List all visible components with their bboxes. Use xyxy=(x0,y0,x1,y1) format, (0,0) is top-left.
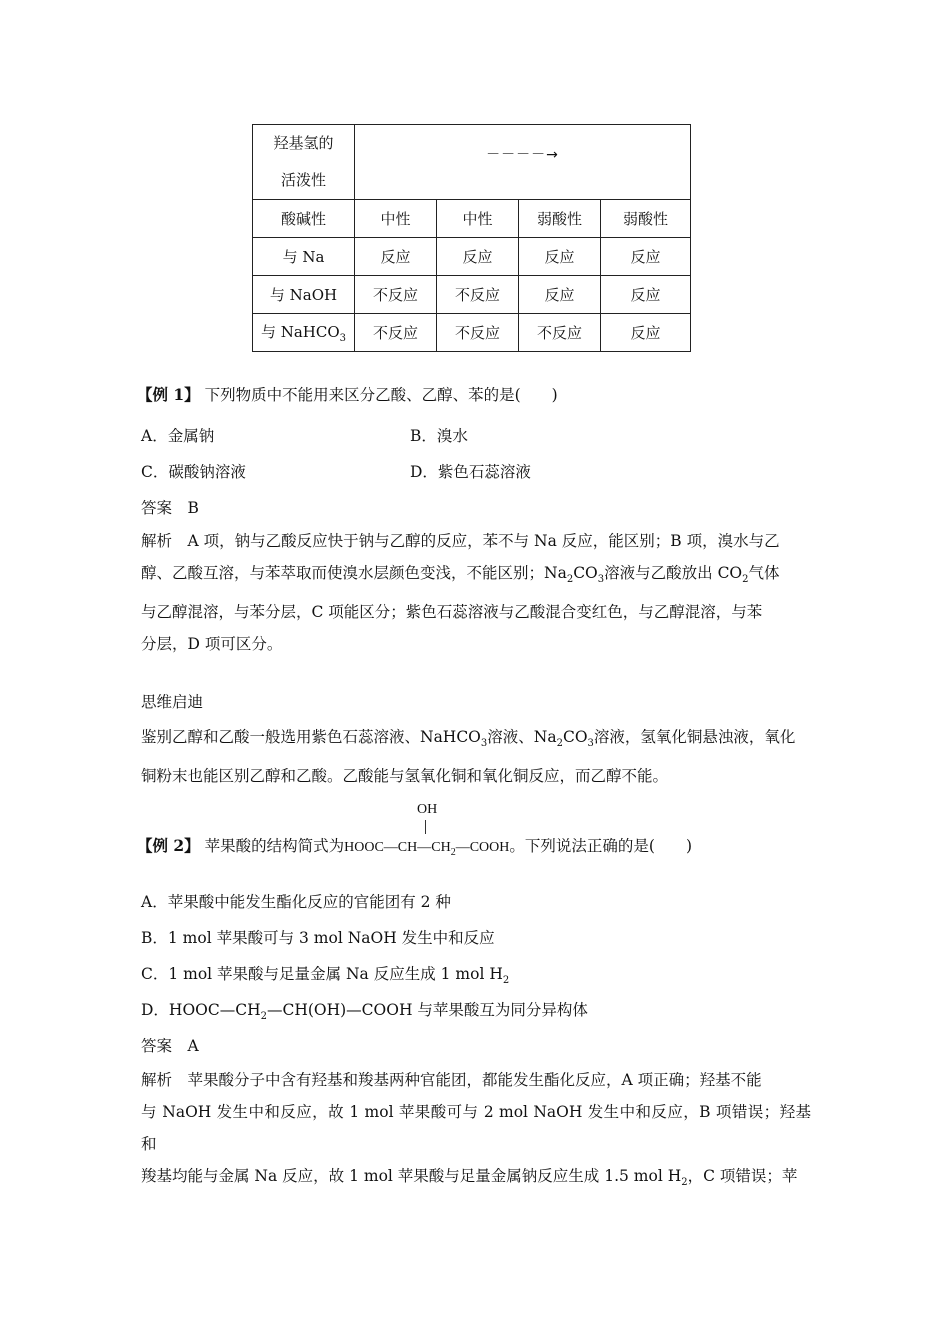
row-label-activity: 羟基氢的 活泼性 xyxy=(253,125,355,200)
option-b: B．溴水 xyxy=(410,427,468,445)
table-cell: 反应 xyxy=(519,238,601,276)
table-cell: 反应 xyxy=(519,276,601,314)
formula-bond xyxy=(425,820,426,834)
example-2-analysis: 解析 苹果酸分子中含有羟基和羧基两种官能团，都能发生酯化反应，A 项正确；羟基不能 与 NaOH 发生中和反应，故 1 mol 苹果酸可与 2 mol NaOH 发生中和反应，B 项错误；羟基和 羧基均能与金属 Na 反应，故 1 mol 苹果酸与足量金属钠反应生成 1.5 mol $H_2$，C 项错误；苹 xyxy=(141,1071,811,1189)
table-cell: 中性 xyxy=(437,200,519,238)
option-c: C．碳酸钠溶液 xyxy=(141,463,246,481)
comparison-table xyxy=(252,124,691,352)
activity-arrow-cell xyxy=(355,125,691,200)
table-row xyxy=(253,125,691,200)
table-row xyxy=(253,200,691,238)
example-1-analysis: 解析 A 项，钠与乙酸反应快于钠与乙醇的反应，苯不与 Na 反应，能区别；B 项，溴水与乙 醇、乙酸互溶，与苯萃取而使溴水层颜色变浅，不能区别；$Na_2CO_3$溶液与乙酸放出 $CO_2$气体 与乙醇混溶，与苯分层，C 项能区分；紫色石蕊溶液与乙酸混合变红色，与乙醇混溶，与苯 分层，D 项可区分。 xyxy=(141,532,780,654)
option-b: B．1 mol 苹果酸可与 3 mol NaOH 发生中和反应 xyxy=(141,929,495,947)
insight-body: 鉴别乙醇和乙酸一般选用紫色石蕊溶液、NaHCO$_3$溶液、$Na_2CO_3$溶液，氢氧化铜悬浊液，氧化 铜粉末也能区别乙醇和乙酸。乙酸能与氢氧化铜和氧化铜反应，而乙醇不能。 xyxy=(141,728,796,786)
arrow-right-icon: －－－－→ xyxy=(486,147,559,163)
table-cell: 不反应 xyxy=(437,314,519,352)
option-d: D．紫色石蕊溶液 xyxy=(410,463,531,481)
table-cell: 反应 xyxy=(601,238,691,276)
example-tag: 【例 2】 xyxy=(137,836,200,855)
table-cell: 反应 xyxy=(437,238,519,276)
example-2-question: 【例 2】 苹果酸的结构简式为$HOOC—CH—CH_2—COOH$。下列说法正确的是( ) xyxy=(137,836,692,858)
row-label: 与 Na xyxy=(253,238,355,276)
table-cell: 不反应 xyxy=(355,276,437,314)
table-cell: 反应 xyxy=(355,238,437,276)
table-cell: 弱酸性 xyxy=(601,200,691,238)
option-d: D．$HOOC—CH_2—CH(OH)—COOH$ 与苹果酸互为同分异构体 xyxy=(141,1001,588,1023)
table-cell: 反应 xyxy=(601,276,691,314)
table-cell: 中性 xyxy=(355,200,437,238)
table-cell: 不反应 xyxy=(437,276,519,314)
example-1-question: 【例 1】 下列物质中不能用来区分乙酸、乙醇、苯的是( ) xyxy=(137,385,558,404)
option-a: A．金属钠 xyxy=(141,427,215,445)
table-cell: 反应 xyxy=(601,314,691,352)
example-tag: 【例 1】 xyxy=(137,385,200,404)
table-row xyxy=(253,276,691,314)
row-label: 与 NaHCO$_3$ xyxy=(253,314,355,352)
answer: 答案 A xyxy=(141,1037,199,1055)
table-cell: 弱酸性 xyxy=(519,200,601,238)
structural-formula: $HOOC—CH—CH_2—COOH$ xyxy=(344,840,510,858)
option-c: C．1 mol 苹果酸与足量金属 Na 反应生成 1 mol $H_2$ xyxy=(141,965,510,987)
table-cell: 不反应 xyxy=(355,314,437,352)
row-label: 酸碱性 xyxy=(253,200,355,238)
insight-title: 思维启迪 xyxy=(141,693,204,711)
row-label: 与 NaOH xyxy=(253,276,355,314)
formula-oh: OH xyxy=(417,802,438,817)
table-row xyxy=(253,238,691,276)
answer: 答案 B xyxy=(141,499,199,517)
table-row xyxy=(253,314,691,352)
table-cell: 不反应 xyxy=(519,314,601,352)
option-a: A．苹果酸中能发生酯化反应的官能团有 2 种 xyxy=(141,893,451,911)
